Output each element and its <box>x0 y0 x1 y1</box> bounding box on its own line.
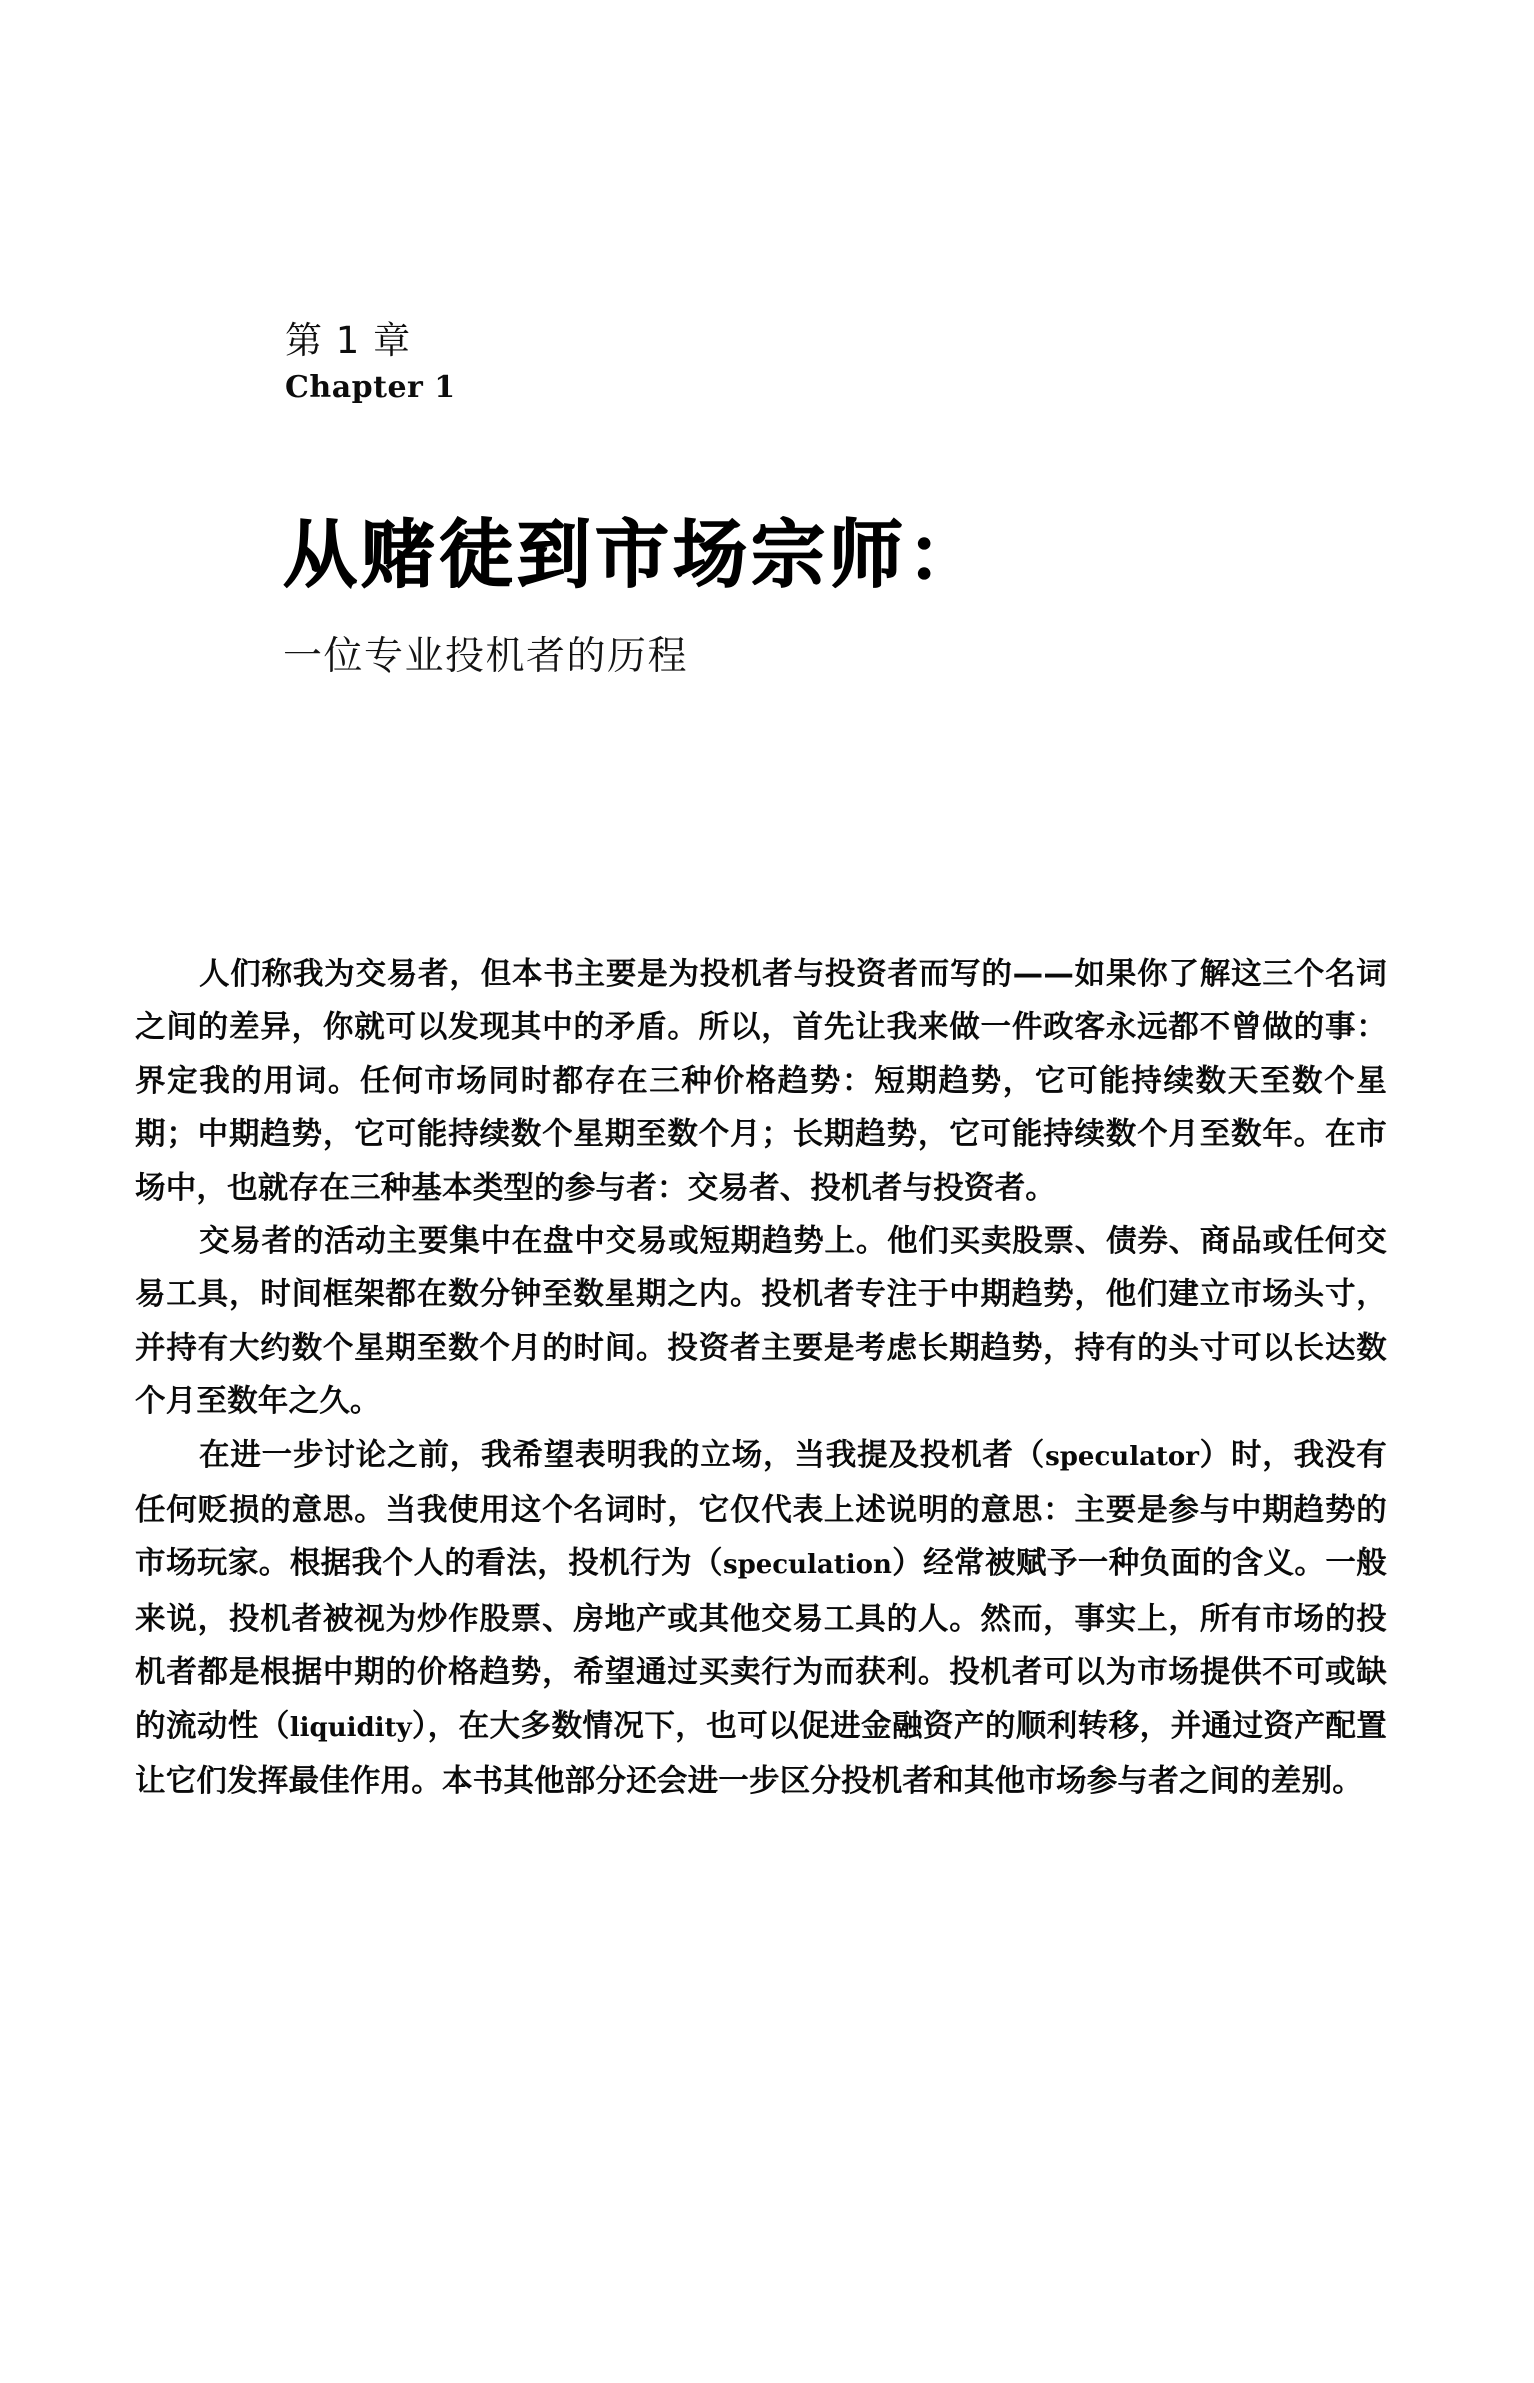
latin-term: speculator <box>1045 1441 1199 1472</box>
paragraph: 交易者的活动主要集中在盘中交易或短期趋势上。他们买卖股票、债券、商品或任何交易工具，时间框架都在数分钟至数星期之内。投机者专注于中期趋势，他们建立市场头寸，并持有大约数个星期至数个月的时间。投资者主要是考虑长期趋势，持有的头寸可以长达数个月至数年之久。 <box>135 1224 1387 1420</box>
chapter-number-chinese: 第 1 章 <box>285 319 412 362</box>
paragraph: 人们称我为交易者，但本书主要是为投机者与投资者而写的——如果你了解这三个名词之间的差异，你就可以发现其中的矛盾。所以，首先让我来做一件政客永远都不曾做的事：界定我的用词。任何市场同时都存在三种价格趋势：短期趋势，它可能持续数天至数个星期；中期趋势，它可能持续数个星期至数个月；长期趋势，它可能持续数个月至数年。在市场中，也就存在三种基本类型的参与者：交易者、投机者与投资者。 <box>135 957 1387 1206</box>
paragraph: 在进一步讨论之前，我希望表明我的立场，当我提及投机者（speculator）时，我没有任何贬损的意思。当我使用这个名词时，它仅代表上述说明的意思：主要是参与中期趋势的市场玩家。根据我个人的看法，投机行为（speculation）经常被赋予一种负面的含义。一般来说，投机者被视为炒作股票、房地产或其他交易工具的人。然而，事实上，所有市场的投机者都是根据中期的价格趋势，希望通过买卖行为而获利。投机者可以为市场提供不可或缺的流动性（liquidity），在大多数情况下，也可以促进金融资产的顺利转移，并通过资产配置让它们发挥最佳作用。本书其他部分还会进一步区分投机者和其他市场参与者之间的差别。 <box>135 1437 1387 1800</box>
latin-term: liquidity <box>289 1712 412 1743</box>
chapter-heading-block <box>285 318 1385 408</box>
chapter-title: 从赌徒到市场宗师： <box>283 512 985 598</box>
chapter-number-english: Chapter 1 <box>285 370 456 405</box>
latin-term: speculation <box>722 1550 892 1581</box>
body-text <box>135 948 1387 1809</box>
chapter-subtitle: 一位专业投机者的历程 <box>283 634 689 679</box>
